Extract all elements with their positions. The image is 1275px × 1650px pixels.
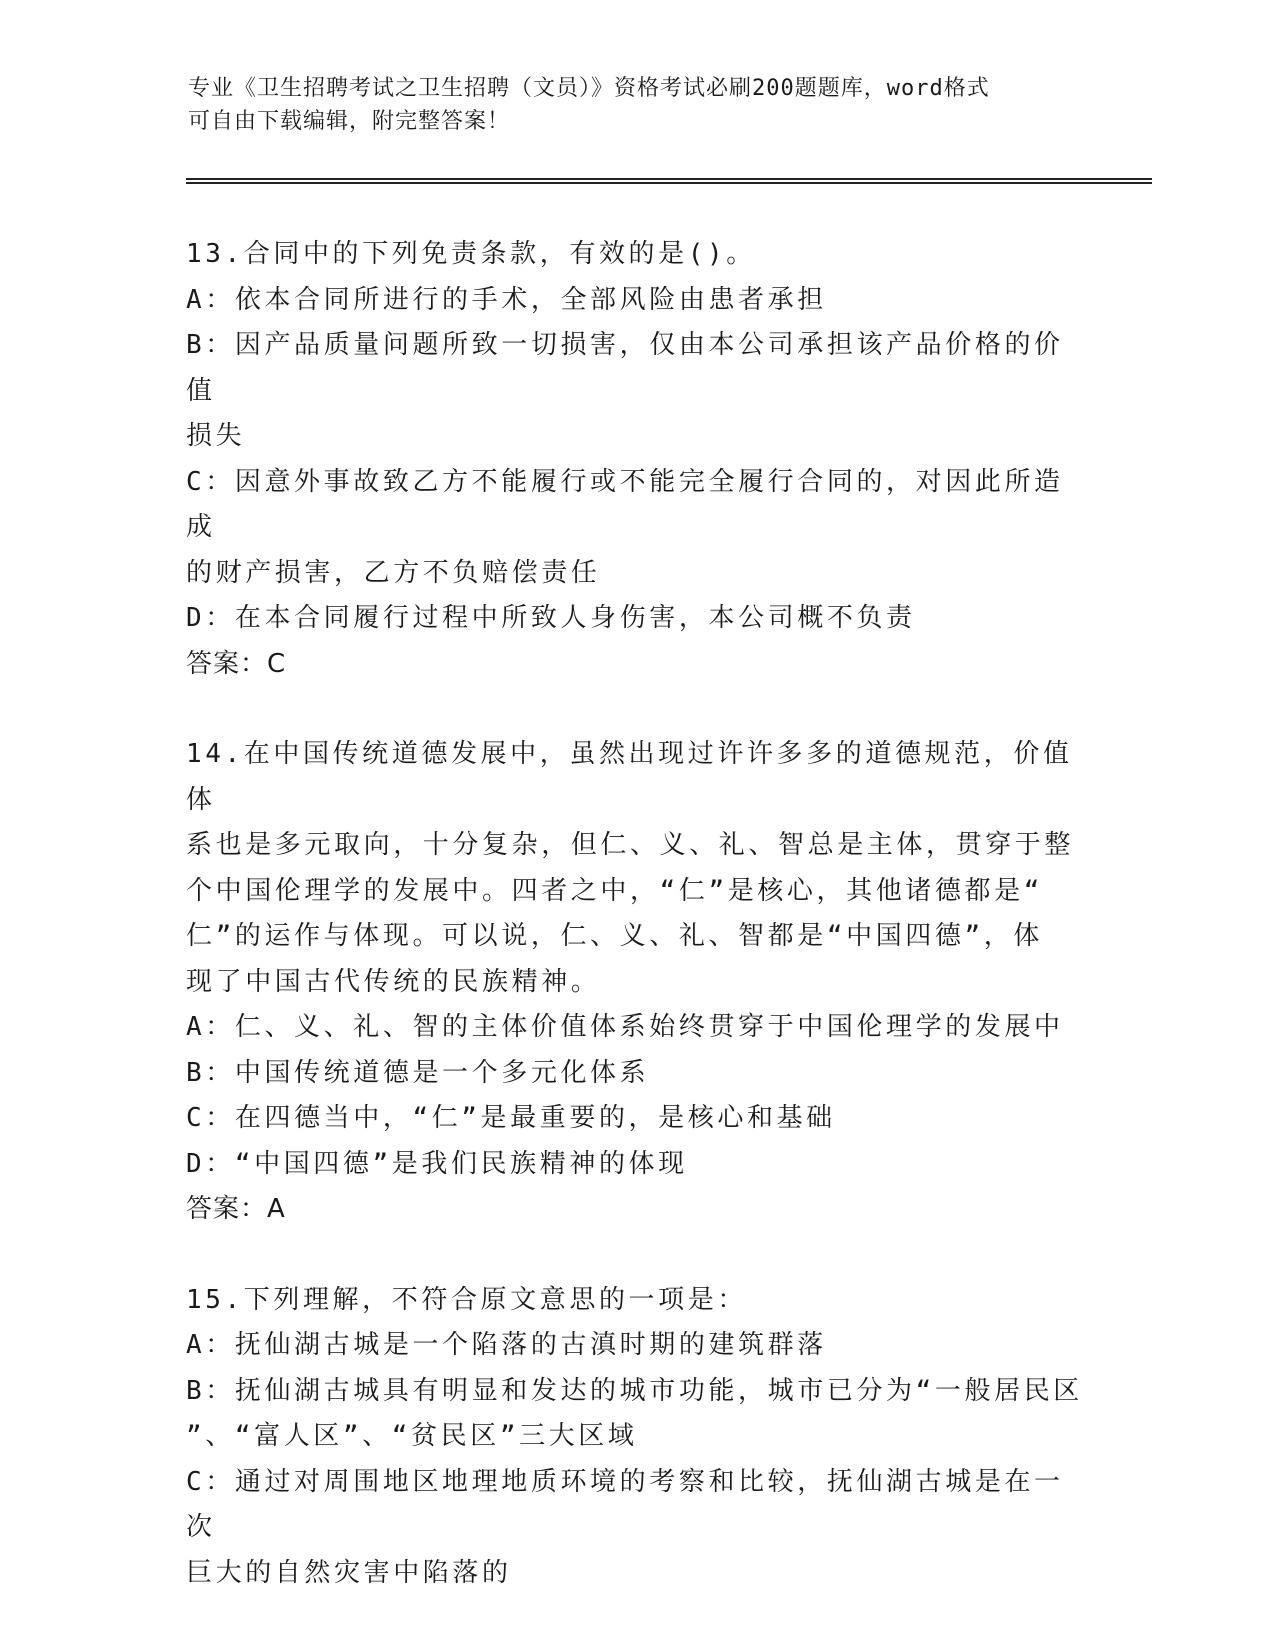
question-14 <box>186 732 1086 1233</box>
answer-label: 答案：A <box>186 1194 286 1224</box>
option-a: A：依本合同所进行的手术，全部风险由患者承担 <box>186 284 827 315</box>
option-b: B：因产品质量问题所致一切损害，仅由本公司承担该产品价格的价值 <box>186 330 1064 406</box>
option-c: C：在四德当中，“仁”是最重要的，是核心和基础 <box>186 1103 836 1133</box>
header-line-1: 专业《卫生招聘考试之卫生招聘（文员）》资格考试必刷200题题库，word格式 <box>188 76 990 101</box>
option-d: D：在本合同履行过程中所致人身伤害，本公司概不负责 <box>186 603 916 633</box>
question-stem: 13.合同中的下列免责条款，有效的是()。 <box>186 239 756 269</box>
option-c: C：通过对周围地区地理地质环境的考察和比较，抚仙湖古城是在一次 <box>186 1466 1064 1542</box>
header-line-2: 可自由下载编辑，附完整答案！ <box>188 109 511 134</box>
question-13 <box>186 232 1086 687</box>
option-a: A：抚仙湖古城是一个陷落的古滇时期的建筑群落 <box>186 1330 827 1360</box>
option-b: B：中国传统道德是一个多元化体系 <box>186 1057 650 1088</box>
question-stem: 14.在中国传统道德发展中，虽然出现过许许多多的道德规范，价值体 <box>186 739 1073 815</box>
option-c-continued: 的财产损害，乙方不负赔偿责任 <box>186 557 601 588</box>
option-c-continued: 巨大的自然灾害中陷落的 <box>186 1557 512 1588</box>
option-b-continued: ”、“富人区”、“贫民区”三大区域 <box>186 1421 638 1451</box>
header-rule-bottom <box>186 182 1152 184</box>
answer-label: 答案：C <box>186 648 287 679</box>
header-rule-top <box>186 178 1152 180</box>
document-header <box>188 72 1068 138</box>
option-b: B：抚仙湖古城具有明显和发达的城市功能，城市已分为“一般居民区 <box>186 1375 1083 1406</box>
option-a: A：仁、义、礼、智的主体价值体系始终贯穿于中国伦理学的发展中 <box>186 1012 1064 1042</box>
option-b-continued: 损失 <box>186 421 246 451</box>
option-d: D：“中国四德”是我们民族精神的体现 <box>186 1148 688 1179</box>
question-stem-continued: 现了中国古代传统的民族精神。 <box>186 966 601 997</box>
question-stem-continued: 仁”的运作与体现。可以说，仁、义、礼、智都是“中国四德”，体 <box>186 921 1043 951</box>
question-15 <box>186 1278 1086 1597</box>
question-stem-continued: 个中国伦理学的发展中。四者之中，“仁”是核心，其他诸德都是“ <box>186 875 1043 906</box>
option-c: C：因意外事故致乙方不能履行或不能完全履行合同的，对因此所造成 <box>186 466 1064 542</box>
question-stem: 15.下列理解，不符合原文意思的一项是： <box>186 1284 747 1315</box>
question-list <box>186 232 1086 1641</box>
question-stem-continued: 系也是多元取向，十分复杂，但仁、义、礼、智总是主体，贯穿于整 <box>186 830 1075 860</box>
